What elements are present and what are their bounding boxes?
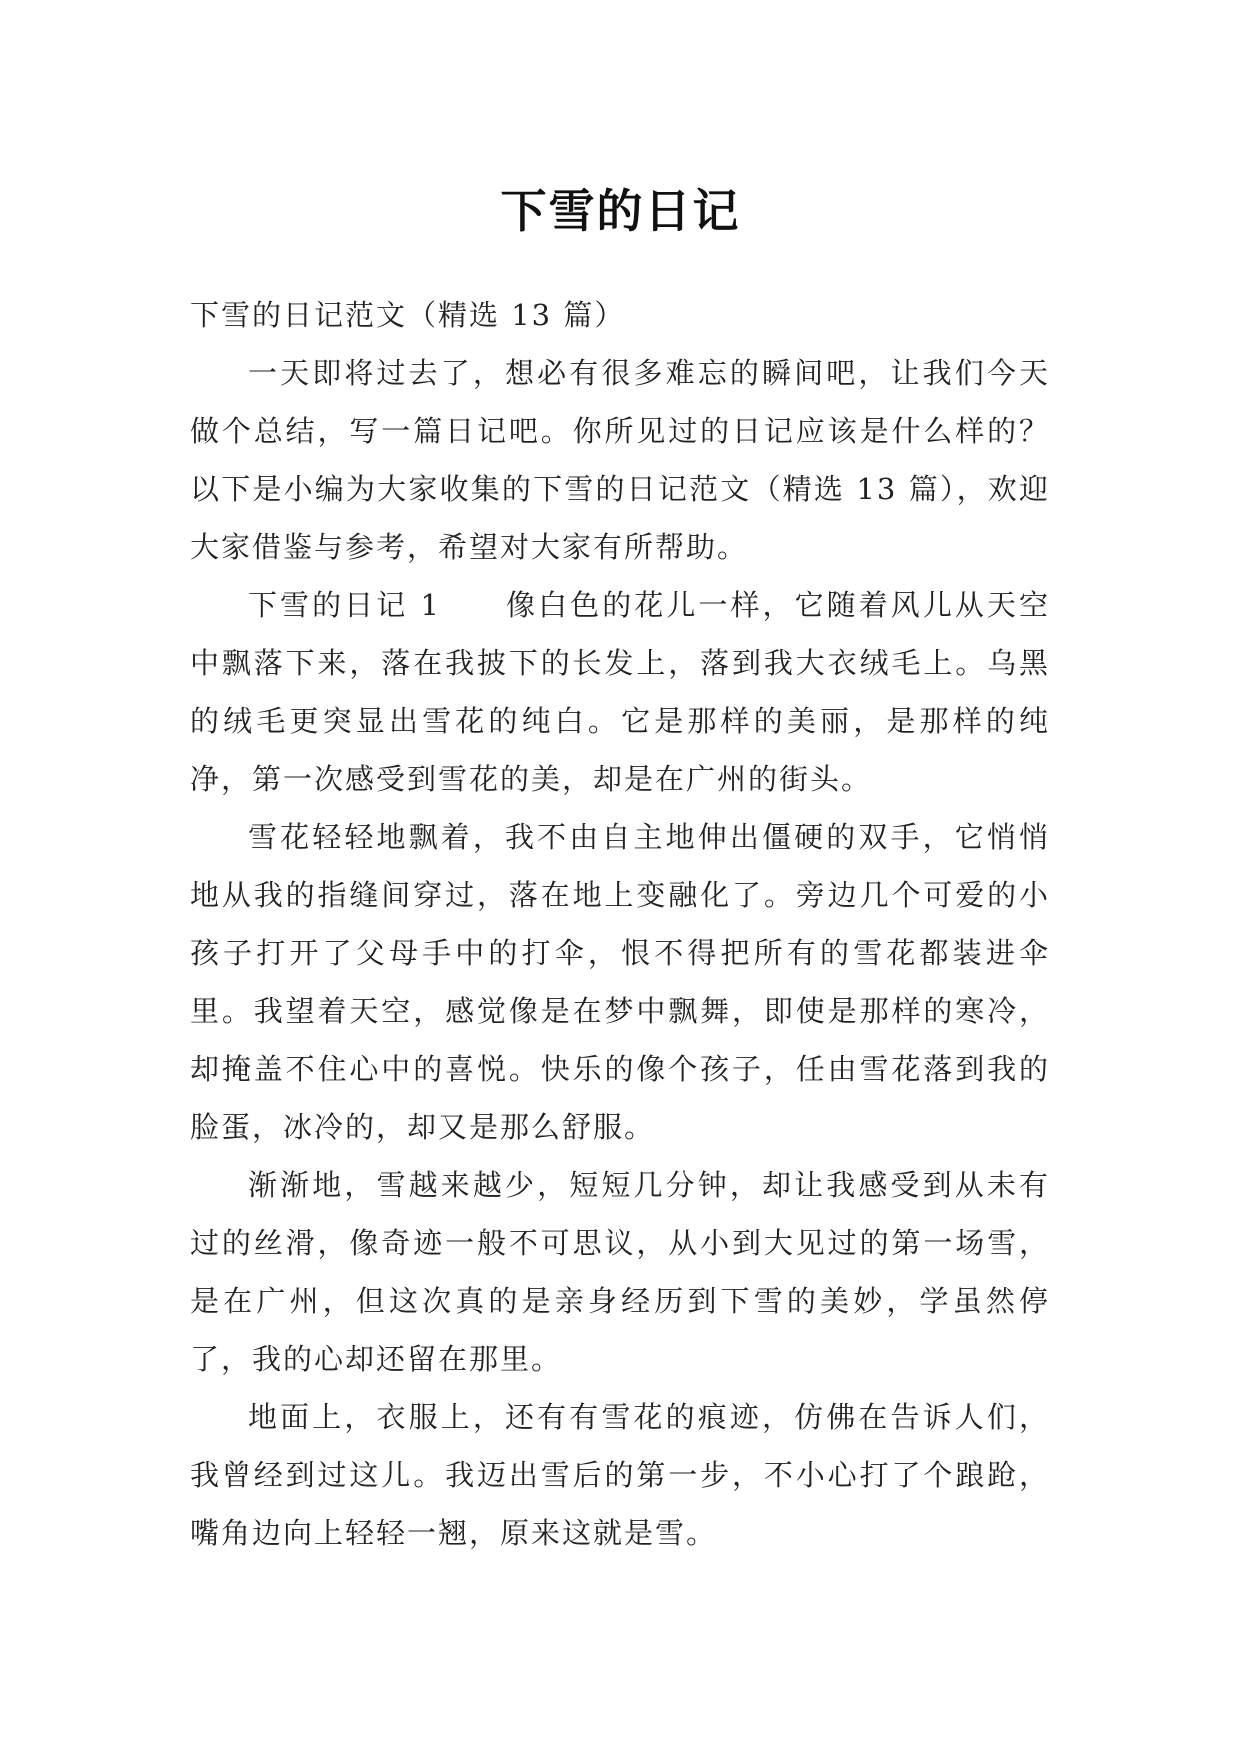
intro-paragraph: 一天即将过去了，想必有很多难忘的瞬间吧，让我们今天做个总结，写一篇日记吧。你所见过的日记应该是什么样的？以下是小编为大家收集的下雪的日记范文（精选 13 篇），欢迎大家借鉴与参考，希望对大家有所帮助。 [190,356,1050,564]
document-subtitle: 下雪的日记范文（精选 13 篇） [190,298,626,332]
section-1-paragraph [190,576,1050,808]
body-paragraph: 雪花轻轻地飘着，我不由自主地伸出僵硬的双手，它悄悄地从我的指缝间穿过，落在地上变融化了。旁边几个可爱的小孩子打开了父母手中的打伞，恨不得把所有的雪花都装进伞里。我望着天空，感觉像是在梦中飘舞，即使是那样的寒冷，却掩盖不住心中的喜悦。快乐的像个孩子，任由雪花落到我的脸蛋，冰冷的，却又是那么舒服。 [190,820,1050,1144]
page-title: 下雪的日记 [500,183,741,238]
section-1-heading: 下雪的日记 1 [248,588,442,622]
document-body [190,286,1050,1562]
body-paragraph: 地面上，衣服上，还有有雪花的痕迹，仿佛在告诉人们，我曾经到过这儿。我迈出雪后的第一步，不小心打了个踉跄，嘴角边向上轻轻一翘，原来这就是雪。 [190,1400,1050,1550]
section-1-text: 像白色的花儿一样，它随着风儿从天空中飘落下来，落在我披下的长发上，落到我大衣绒毛上。乌黑的绒毛更突显出雪花的纯白。它是那样的美丽，是那样的纯净，第一次感受到雪花的美，却是在广州的街头。 [190,588,1050,796]
body-paragraph: 渐渐地，雪越来越少，短短几分钟，却让我感受到从未有过的丝滑，像奇迹一般不可思议，从小到大见过的第一场雪，是在广州，但这次真的是亲身经历到下雪的美妙，学虽然停了，我的心却还留在那里。 [190,1168,1050,1376]
